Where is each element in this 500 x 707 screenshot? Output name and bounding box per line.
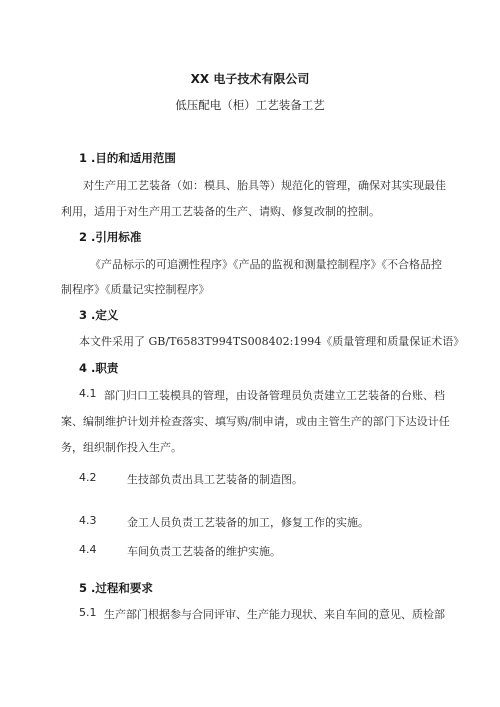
item-5-1-text: 生产部门根据参与合同评审、生产能力现状、来自车间的意见、质检部 bbox=[104, 608, 445, 621]
item-4-3-number: 4.3 bbox=[79, 514, 97, 527]
section-2-line-2: 制程序》《质量记实控制程序》 bbox=[61, 283, 210, 296]
section-number: 2 bbox=[79, 230, 88, 244]
item-4-1-number: 4.1 bbox=[79, 387, 97, 400]
section-2-line-1: 《产品标示的可追溯性程序》《产品的监视和测量控制程序》《不合格品控 bbox=[90, 258, 442, 271]
item-4-4-text: 车间负责工艺装备的维护实施。 bbox=[127, 545, 281, 558]
item-4-2-text: 生技部负责出具工艺装备的制造图。 bbox=[127, 473, 303, 486]
section-5-heading bbox=[79, 580, 153, 596]
document-title: 低压配电（柜）工艺装备工艺 bbox=[175, 98, 325, 112]
item-4-1-line-3: 务，组织制作投入生产。 bbox=[61, 441, 182, 454]
section-title: .目的和适用范围 bbox=[91, 151, 176, 165]
section-3-line-1: 本文件采用了 GB/T6583T994TS008402:1994《质量管理和质量保证术语》 bbox=[79, 335, 465, 348]
section-title: .职责 bbox=[91, 361, 119, 375]
section-1-line-1: 对生产用工艺装备（如：模具、胎具等）规范化的管理，确保对其实现最佳 bbox=[83, 179, 446, 192]
section-number: 1 bbox=[79, 151, 88, 165]
item-4-2-number: 4.2 bbox=[79, 471, 97, 484]
section-title: .定义 bbox=[91, 308, 119, 322]
item-4-1-line-2: 案、编制维护计划并检查落实、填写购/制申请，或由主管生产的部门下达设计任 bbox=[61, 415, 450, 428]
section-title: .过程和要求 bbox=[91, 581, 153, 595]
section-1-heading bbox=[79, 150, 176, 166]
section-number: 3 bbox=[79, 308, 88, 322]
section-3-heading bbox=[79, 307, 118, 323]
item-4-3-text: 金工人员负责工艺装备的加工，修复工作的实施。 bbox=[127, 516, 369, 529]
section-number: 4 bbox=[79, 361, 88, 375]
item-4-4-number: 4.4 bbox=[79, 543, 97, 556]
item-4-1-line-1: 部门归口工装模具的管理，由设备管理员负责建立工艺装备的台账、档 bbox=[104, 389, 445, 402]
section-2-heading bbox=[79, 229, 141, 245]
section-4-heading bbox=[79, 360, 118, 376]
company-name: XX 电子技术有限公司 bbox=[190, 72, 310, 86]
section-number: 5 bbox=[79, 581, 88, 595]
section-title: .引用标准 bbox=[91, 230, 142, 244]
item-5-1-number: 5.1 bbox=[79, 606, 97, 619]
section-1-line-2: 利用，适用于对生产用工艺装备的生产、请购、修复改制的控制。 bbox=[61, 205, 380, 218]
